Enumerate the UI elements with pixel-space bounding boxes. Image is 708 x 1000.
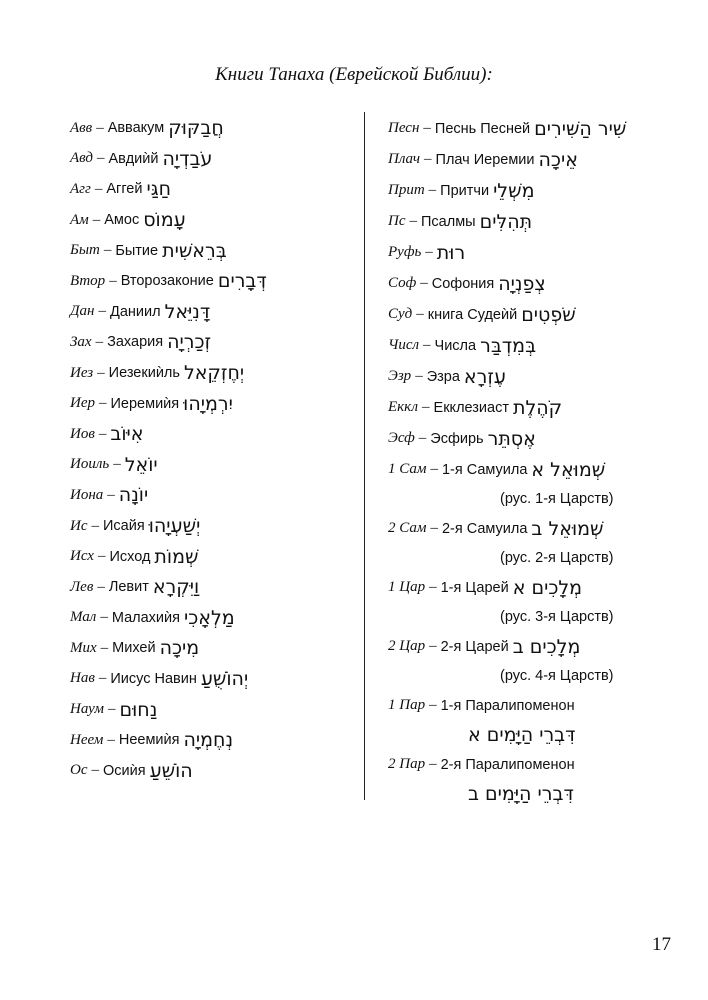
book-name: Аггей: [106, 181, 143, 198]
book-abbreviation: Зах: [70, 333, 92, 350]
hebrew-title: דְּבָרִים: [217, 270, 267, 293]
page-number: 17: [652, 934, 671, 955]
book-abbreviation: 1 Пар: [388, 697, 426, 713]
book-abbreviation: Дан: [70, 303, 95, 320]
book-entry: [70, 327, 355, 358]
hebrew-title: מְלָכִים ב: [512, 635, 581, 658]
hebrew-title: יוֹנָה: [118, 484, 149, 507]
hebrew-title: רוּת: [436, 241, 466, 264]
book-entry: [70, 572, 355, 603]
book-abbreviation: Плач: [388, 151, 421, 167]
book-entry: [388, 749, 688, 780]
hebrew-title: זְכַרְיָה: [167, 331, 212, 354]
hebrew-title: אִיּוֹב: [110, 423, 144, 446]
book-name: 1-я Самуила: [441, 461, 528, 478]
hebrew-title: חַגַּי: [146, 178, 171, 201]
book-entry: [70, 144, 355, 175]
hebrew-title: יְהוֹשֻׁעַ: [200, 667, 249, 690]
book-abbreviation: Иона: [70, 486, 104, 503]
dash-separator: –: [420, 275, 428, 291]
book-abbreviation: Агг: [70, 180, 91, 197]
book-name: Бытие: [115, 242, 159, 259]
book-name: Иисус Навин: [110, 670, 197, 687]
book-abbreviation: Ам: [70, 211, 89, 228]
dash-separator: –: [98, 303, 106, 320]
book-note-line: [388, 544, 688, 572]
book-entry: [388, 299, 688, 330]
hebrew-title: בְּרֵאשִׁית: [162, 239, 227, 262]
dash-separator: –: [92, 211, 101, 228]
book-entry: [388, 423, 688, 454]
book-entry: [388, 361, 688, 392]
book-note-line: [388, 603, 688, 631]
right-column: [388, 113, 688, 808]
dash-separator: –: [91, 517, 99, 534]
book-abbreviation: Исх: [70, 548, 94, 565]
book-name: Аввакум: [107, 120, 165, 137]
book-entry: [388, 690, 688, 721]
dash-separator: –: [99, 395, 107, 412]
dash-separator: –: [103, 242, 112, 259]
dash-separator: –: [428, 182, 437, 198]
dash-separator: –: [430, 520, 438, 536]
dash-separator: –: [113, 456, 121, 473]
book-note-line: [388, 485, 688, 513]
book-name: Исайя: [103, 518, 145, 535]
book-name: Авдиѝй: [108, 150, 159, 167]
book-abbreviation: Нав: [70, 670, 95, 687]
book-name: Песнь Песней: [434, 120, 531, 137]
book-abbreviation: Еккл: [388, 399, 419, 415]
book-entry: [70, 694, 355, 725]
dash-separator: –: [96, 150, 105, 167]
book-name: Иезекиѝль: [108, 365, 180, 382]
book-entry: [70, 541, 355, 572]
book-abbreviation: Эзр: [388, 368, 412, 384]
book-entry: [388, 175, 688, 206]
book-abbreviation: Мих: [70, 639, 97, 656]
hebrew-title: דִּבְרֵי הַיָּמִים ב: [468, 783, 574, 805]
book-abbreviation: Песн: [388, 120, 420, 136]
hebrew-title: דִּבְרֵי הַיָּמִים א: [468, 724, 576, 746]
book-entry: [70, 174, 355, 205]
russian-equivalent: (рус. 1-я Царств): [500, 491, 614, 507]
book-entry: [388, 268, 688, 299]
book-name: Иеремиѝя: [110, 395, 180, 412]
book-name: Михей: [112, 640, 156, 657]
book-entry: [388, 330, 688, 361]
dash-separator: –: [423, 120, 431, 136]
book-entry: [70, 358, 355, 389]
hebrew-title: שְׁמוֹת: [154, 545, 199, 568]
book-abbreviation: Пс: [388, 213, 406, 229]
hebrew-title: צְפַנְיָה: [498, 272, 546, 295]
book-entry: [70, 480, 355, 511]
dash-separator: –: [409, 213, 417, 229]
dash-separator: –: [429, 697, 437, 713]
dash-separator: –: [415, 368, 423, 384]
book-abbreviation: Лев: [70, 578, 94, 595]
hebrew-title: תְּהִלִּים: [479, 210, 533, 233]
russian-equivalent: (рус. 3-я Царств): [500, 609, 614, 625]
book-name: 2-я Самуила: [441, 520, 528, 537]
russian-equivalent: (рус. 4-я Царств): [500, 668, 614, 684]
hebrew-title: יִרְמְיָהוּ: [183, 392, 233, 415]
book-name: Левит: [108, 579, 149, 596]
book-abbreviation: Иов: [70, 425, 95, 442]
hebrew-title: עֶזְרָא: [463, 365, 506, 388]
page-title: Книги Танаха (Еврейской Библии):: [215, 64, 493, 85]
book-entry: [70, 511, 355, 542]
dash-separator: –: [107, 486, 115, 503]
book-entry: [70, 450, 355, 481]
book-entry: [388, 237, 688, 268]
book-name: Эсфирь: [430, 430, 484, 447]
hebrew-title: קֹהֶלֶת: [512, 396, 563, 419]
hebrew-title: יְחֶזְקֵאל: [183, 362, 245, 385]
dash-separator: –: [95, 333, 104, 350]
book-abbreviation: Эсф: [388, 430, 415, 446]
hebrew-title: שִׁיר הַשִּׁירִים: [534, 117, 627, 140]
dash-separator: –: [100, 639, 109, 656]
dash-separator: –: [97, 364, 105, 381]
book-abbreviation: 2 Сам: [388, 520, 427, 536]
dash-separator: –: [416, 306, 424, 322]
book-abbreviation: Быт: [70, 242, 100, 259]
book-abbreviation: Соф: [388, 275, 417, 291]
book-entry: [388, 631, 688, 662]
dash-separator: –: [97, 548, 106, 565]
book-name: Плач Иеремии: [435, 151, 535, 168]
book-abbreviation: Ос: [70, 762, 88, 779]
hebrew-title: אֶסְתֵּר: [487, 427, 536, 450]
book-abbreviation: 2 Цар: [388, 638, 426, 654]
left-column: [70, 113, 355, 786]
hebrew-title: הוֹשֵׁעַ: [149, 759, 193, 782]
book-hebrew-line: [388, 780, 688, 808]
book-abbreviation: Иер: [70, 395, 95, 412]
book-entry: [70, 297, 355, 328]
book-entry: [70, 419, 355, 450]
dash-separator: –: [430, 461, 438, 477]
book-entry: [70, 205, 355, 236]
dash-separator: –: [96, 119, 104, 136]
book-note-line: [388, 662, 688, 690]
book-name: книга Судеѝй: [427, 306, 518, 323]
book-name: 2-я Паралипоменон: [440, 756, 575, 773]
hebrew-title: עָמוֹס: [143, 209, 186, 232]
hebrew-title: וַיִּקְרָא: [152, 576, 200, 599]
dash-separator: –: [423, 337, 431, 353]
hebrew-title: שֹׁפְטִים: [521, 303, 576, 326]
book-entry: [70, 725, 355, 756]
book-abbreviation: Наум: [70, 701, 104, 718]
book-name: Эзра: [426, 368, 460, 385]
book-name: 1-я Паралипоменон: [440, 697, 575, 714]
dash-separator: –: [429, 638, 437, 654]
hebrew-title: עֹבַדְיָה: [162, 147, 213, 170]
book-entry: [70, 113, 355, 144]
dash-separator: –: [94, 180, 103, 197]
book-entry: [70, 235, 355, 266]
book-abbreviation: Втор: [70, 272, 106, 289]
book-abbreviation: 2 Пар: [388, 756, 426, 772]
dash-separator: –: [108, 701, 116, 718]
dash-separator: –: [91, 762, 99, 779]
dash-separator: –: [425, 244, 433, 260]
hebrew-title: שְׁמוּאֵל א: [531, 458, 606, 481]
hebrew-title: בְּמִדְבַּר: [480, 334, 537, 357]
book-abbreviation: Ис: [70, 517, 88, 534]
book-name: Исход: [109, 548, 151, 565]
russian-equivalent: (рус. 2-я Царств): [500, 550, 614, 566]
hebrew-title: חֲבַקּוּק: [168, 117, 224, 140]
book-name: Даниил: [110, 303, 161, 320]
book-entry: [70, 633, 355, 664]
book-abbreviation: 1 Цар: [388, 579, 426, 595]
book-name: Софония: [431, 275, 495, 292]
book-abbreviation: Иоиль: [70, 456, 110, 473]
book-name: Числа: [434, 337, 477, 354]
book-abbreviation: Числ: [388, 337, 420, 353]
dash-separator: –: [98, 425, 107, 442]
book-name: 1-я Царей: [440, 579, 509, 596]
dash-separator: –: [98, 670, 107, 687]
book-abbreviation: Иез: [70, 364, 94, 381]
hebrew-title: שְׁמוּאֵל ב: [531, 517, 604, 540]
book-name: Притчи: [440, 182, 490, 199]
dash-separator: –: [97, 578, 105, 595]
hebrew-title: מְלָכִים א: [512, 576, 583, 599]
book-entry: [388, 206, 688, 237]
hebrew-title: נַחוּם: [119, 698, 158, 721]
book-entry: [70, 388, 355, 419]
book-entry: [388, 572, 688, 603]
dash-separator: –: [100, 609, 108, 626]
hebrew-title: מִיכָה: [159, 637, 200, 660]
book-entry: [70, 755, 355, 786]
book-entry: [70, 266, 355, 297]
dash-separator: –: [422, 399, 430, 415]
book-entry: [70, 603, 355, 634]
book-entry: [388, 113, 688, 144]
book-name: 2-я Царей: [440, 638, 509, 655]
book-name: Екклезиаст: [433, 399, 509, 416]
hebrew-title: יְשַׁעְיָהוּ: [148, 515, 201, 538]
hebrew-title: אֵיכָה: [538, 148, 578, 171]
book-name: Амос: [104, 212, 140, 229]
book-name: Неемиѝя: [118, 732, 180, 749]
book-entry: [388, 513, 688, 544]
book-name: Второзаконие: [120, 273, 214, 290]
dash-separator: –: [107, 731, 115, 748]
hebrew-title: מִשְׁלֵי: [493, 179, 535, 202]
book-entry: [70, 664, 355, 695]
book-abbreviation: Суд: [388, 306, 413, 322]
book-abbreviation: Авд: [70, 150, 93, 167]
book-entry: [388, 454, 688, 485]
book-hebrew-line: [388, 721, 688, 749]
book-abbreviation: Руфь: [388, 244, 422, 260]
book-abbreviation: Авв: [70, 119, 93, 136]
book-abbreviation: 1 Сам: [388, 461, 427, 477]
dash-separator: –: [109, 272, 117, 289]
dash-separator: –: [429, 756, 437, 772]
dash-separator: –: [418, 430, 427, 446]
book-entry: [388, 392, 688, 423]
dash-separator: –: [424, 151, 432, 167]
dash-separator: –: [429, 579, 437, 595]
book-name: Малахиѝя: [111, 609, 180, 626]
book-abbreviation: Прит: [388, 182, 425, 198]
book-name: Псалмы: [421, 213, 476, 230]
hebrew-title: נְחֶמְיָה: [183, 729, 234, 752]
book-entry: [388, 144, 688, 175]
book-abbreviation: Мал: [70, 609, 97, 626]
hebrew-title: דָּנִיֵּאל: [164, 300, 211, 323]
book-name: Захария: [107, 334, 164, 351]
book-name: Осиѝя: [103, 762, 146, 779]
column-divider: [364, 112, 365, 800]
hebrew-title: יוֹאֵל: [124, 453, 158, 476]
book-abbreviation: Неем: [70, 731, 104, 748]
hebrew-title: מַלְאָכִי: [183, 606, 235, 629]
